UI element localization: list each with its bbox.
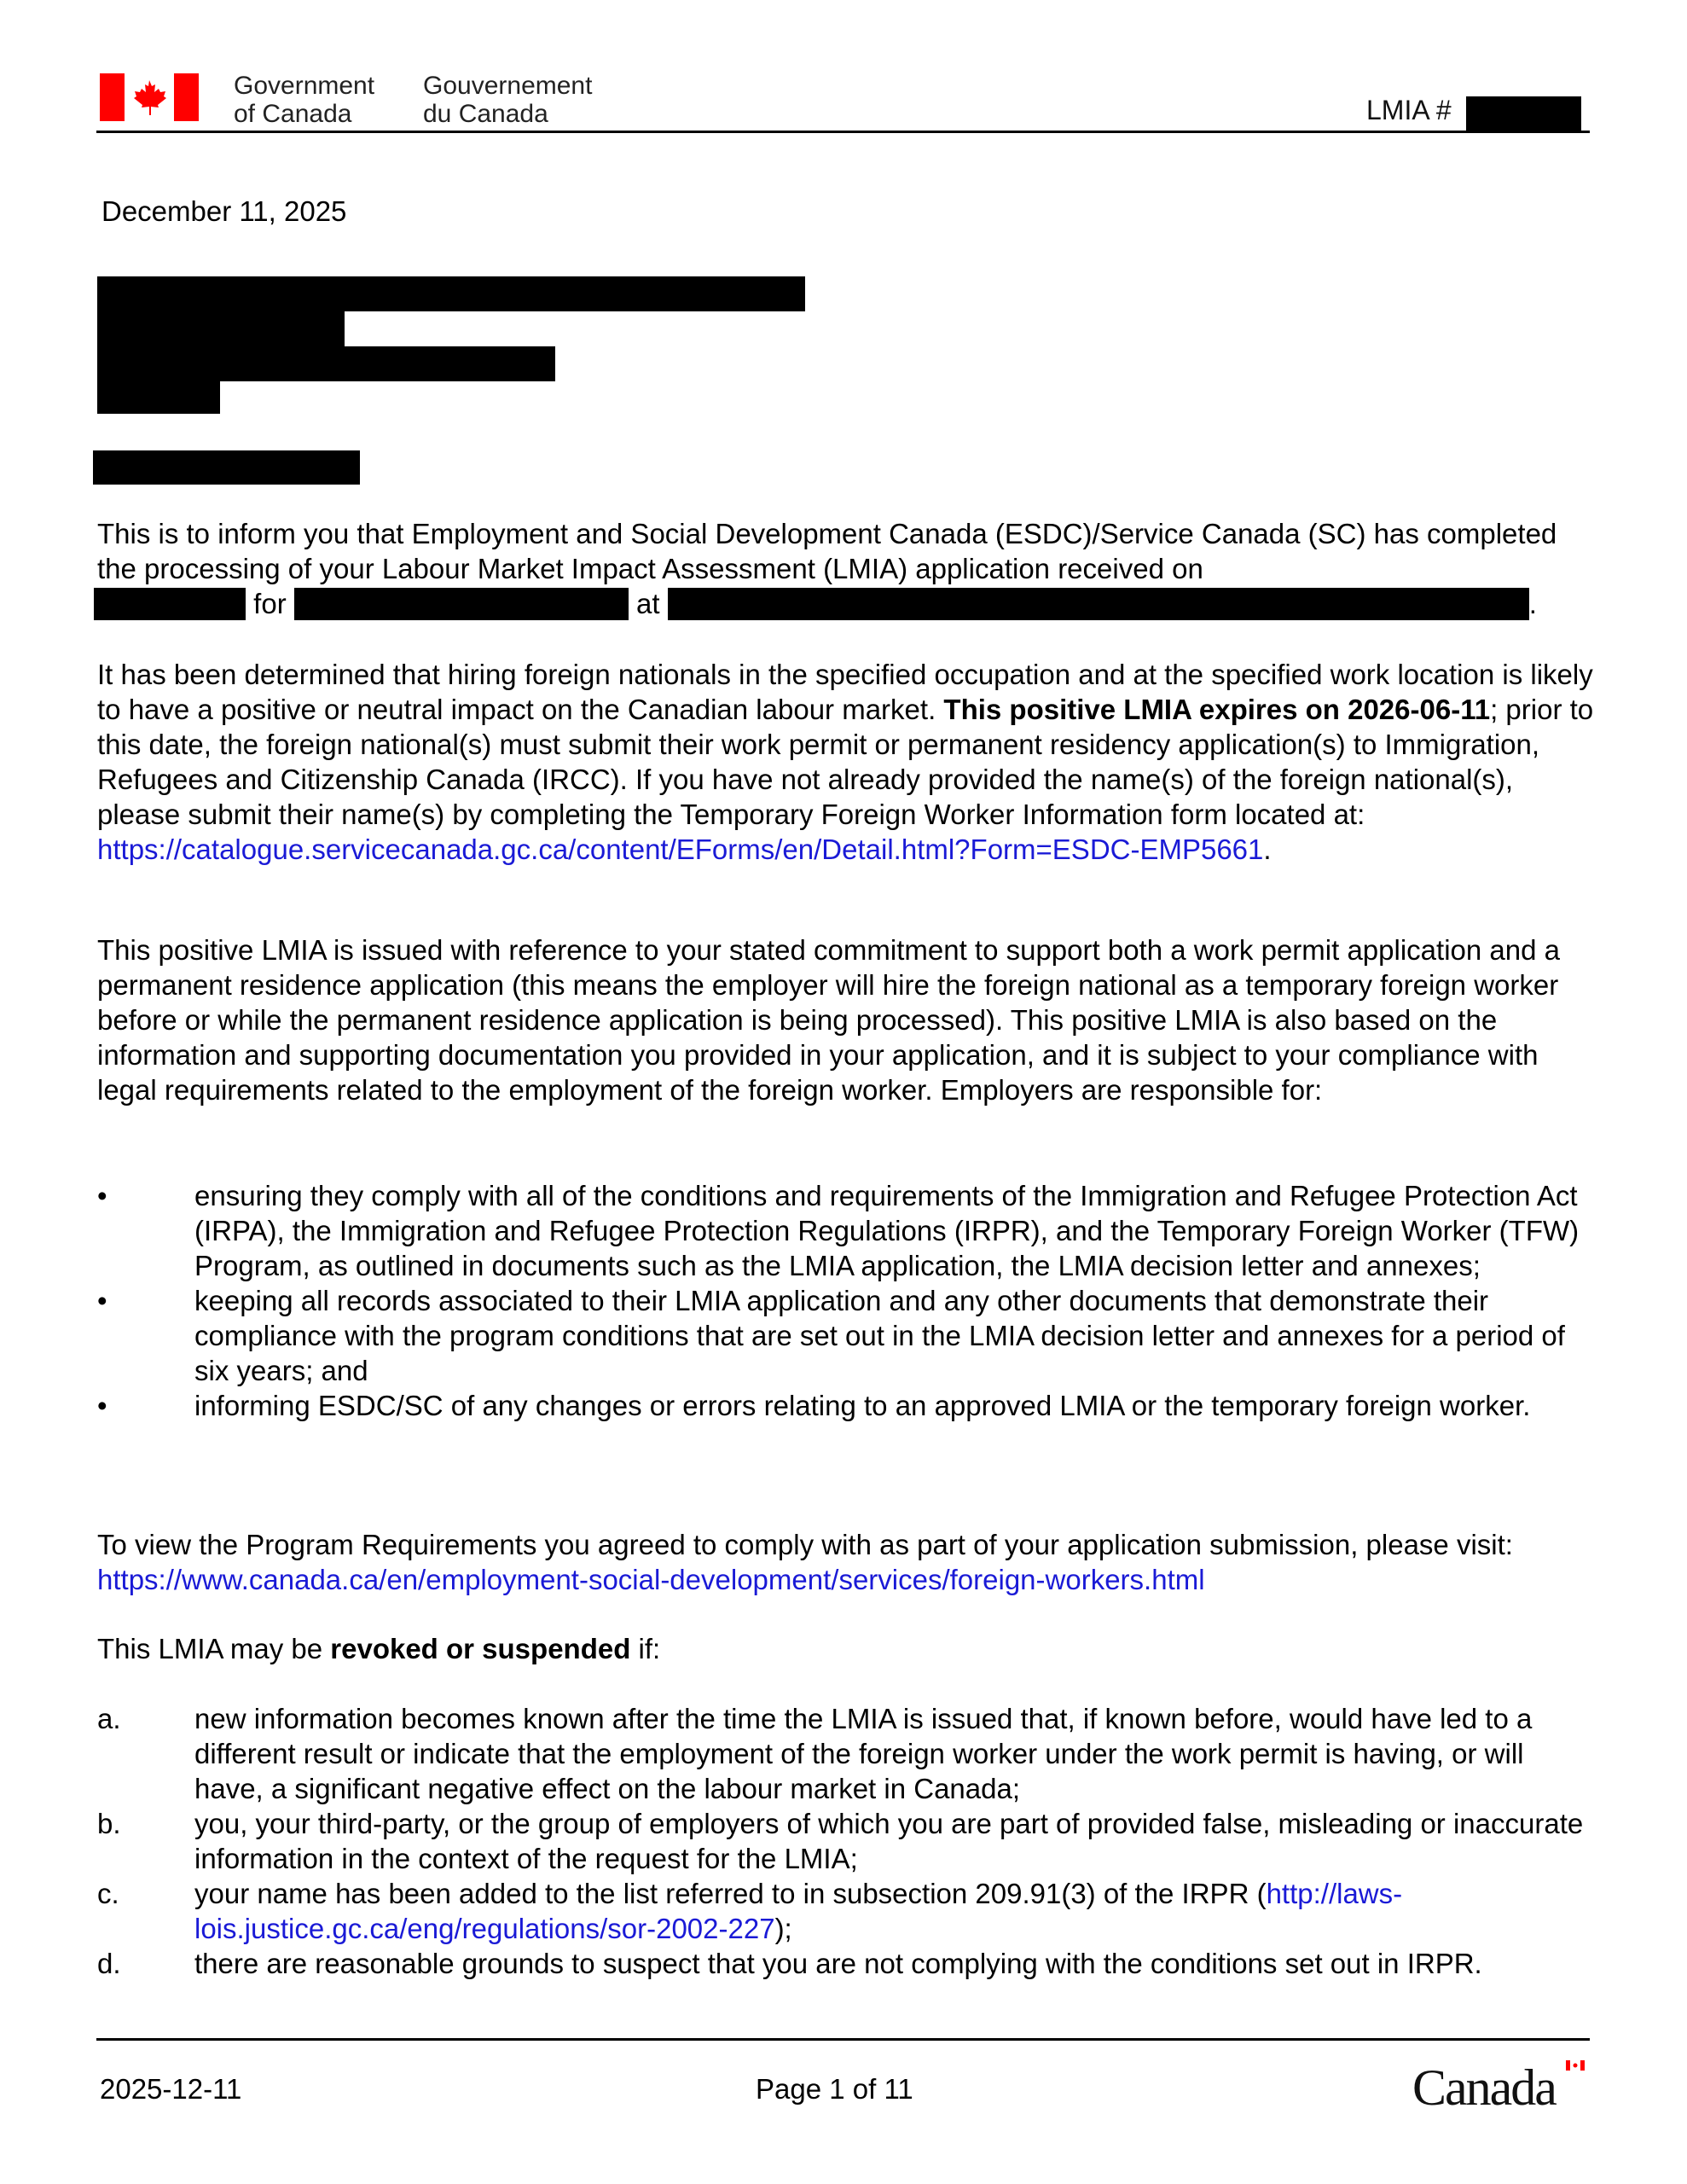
tfw-information-form-link[interactable]: https://catalogue.servicecanada.gc.ca/content/EForms/en/Detail.html?Form=ESDC-EMP5661 [97, 834, 1264, 865]
redacted-received-date [94, 588, 246, 620]
gov-en-line2: of Canada [234, 100, 352, 128]
list-item-text-a: your name has been added to the list referred to in subsection 209.91(3) of the IRPR ( [194, 1878, 1267, 1909]
list-marker: c. [97, 1878, 119, 1909]
for-word: for [253, 588, 287, 619]
gov-fr-line1: Gouvernement [423, 72, 593, 100]
list-item-text: keeping all records associated to their LMIA application and any other documents that demonstrate their compliance with the program conditions that are set out in the LMIA decision letter and annexes for a period of six years; and [194, 1285, 1565, 1386]
expiry-statement: This positive LMIA expires on 2026-06-11 [943, 694, 1491, 725]
list-marker: d. [97, 1948, 121, 1979]
government-of-canada-fr [423, 72, 592, 128]
foreign-workers-link[interactable]: https://www.canada.ca/en/employment-social-development/services/foreign-workers.html [97, 1564, 1205, 1595]
determination-end: . [1263, 834, 1272, 865]
bullet: • [97, 1180, 107, 1211]
canada-wordmark: Canada [1412, 2059, 1556, 2116]
canada-flag-icon [100, 73, 199, 121]
at-word: at [636, 588, 660, 619]
determination-paragraph [97, 657, 1598, 867]
revocation-text-b: if: [630, 1633, 661, 1664]
letter-date: December 11, 2025 [101, 195, 347, 227]
list-item-text: new information becomes known after the time the LMIA is issued that, if known before, would have led to a different result or indicate that the employment of the foreign worker under the work permit is having, or will have, a significant negative effect on the labour market in Canada; [194, 1703, 1533, 1804]
list-item [97, 1876, 1598, 1946]
revocation-bold: revoked or suspended [330, 1633, 631, 1664]
revocation-text-a: This LMIA may be [97, 1633, 331, 1664]
revocation-reasons-list [97, 1701, 1598, 1981]
determination-text-b: ; prior to this date, the foreign national(s) must submit their work permit or permanent residency application(s) to Immigration, Refugees and Citizenship Canada (IRCC). If you have not already provided the name(s) of the foreign national(s), please submit their name(s) by completing the Temporary Foreign Worker Information form located at: [97, 694, 1594, 830]
list-item-text: ensuring they comply with all of the conditions and requirements of the Immigration and Refugee Protection Act (IRPA), the Immigration and Refugee Protection Regulations (IRPR), and the Temporary Foreign Worker (TFW) Program, as outlined in documents such as the LMIA application, the LMIA decision letter and annexes; [194, 1180, 1580, 1281]
redacted-address-line-1 [97, 276, 805, 311]
responsibilities-list [97, 1178, 1598, 1423]
list-item-text: there are reasonable grounds to suspect that you are not complying with the conditions set out in IRPR. [194, 1948, 1482, 1979]
lmia-number-label: LMIA # [1366, 95, 1452, 125]
list-item [97, 1388, 1598, 1423]
bullet: • [97, 1390, 107, 1421]
intro-paragraph [97, 516, 1598, 621]
list-item [97, 1946, 1598, 1981]
list-marker: b. [97, 1808, 121, 1839]
list-item [97, 1701, 1598, 1806]
list-item [97, 1283, 1598, 1388]
commitment-paragraph: This positive LMIA is issued with reference to your stated commitment to support both a work permit application and a permanent residence application (this means the employer will hire the foreign national as a temporary foreign worker before or while the permanent residence application is being processed). This positive LMIA is also based on the information and supporting documentation you provided in your application, and it is subject to your compliance with legal requirements related to the employment of the foreign worker. Employers are responsible for: [97, 934, 1560, 1106]
wordmark-flag-icon [1566, 2060, 1585, 2071]
gov-fr-line2: du Canada [423, 100, 548, 128]
list-item-text: informing ESDC/SC of any changes or errors relating to an approved LMIA or the temporary foreign worker. [194, 1390, 1531, 1421]
determination-text-a: It has been determined that hiring foreign nationals in the specified occupation and at the specified work location is likely to have a positive or neutral impact on the Canadian labour market. [97, 659, 1593, 725]
list-item-text-b: ); [774, 1913, 792, 1944]
intro-text: This is to inform you that Employment and Social Development Canada (ESDC)/Service Canada (SC) has completed the processing of your Labour Market Impact Assessment (LMIA) application received on [97, 518, 1557, 584]
bullet: • [97, 1285, 107, 1316]
list-item [97, 1178, 1598, 1283]
redacted-address-line-3 [97, 346, 555, 381]
revocation-intro [97, 1631, 1598, 1666]
page-number: Page 1 of 11 [756, 2073, 913, 2105]
redacted-lmia-number [1466, 96, 1581, 131]
redacted-address-line-2 [97, 311, 345, 346]
program-requirements-paragraph [97, 1527, 1598, 1597]
list-item-text [194, 1876, 1598, 1946]
footer-date: 2025-12-11 [100, 2073, 242, 2105]
list-item [97, 1806, 1598, 1876]
redacted-address-line-4 [97, 381, 220, 414]
redacted-occupation [294, 588, 629, 620]
program-requirements-text: To view the Program Requirements you agreed to comply with as part of your application submission, please visit: [97, 1529, 1513, 1560]
redacted-work-location [668, 588, 1529, 620]
redacted-salutation [93, 450, 360, 485]
header-divider [96, 131, 1590, 133]
intro-end: . [1528, 588, 1537, 619]
gov-en-line1: Government [234, 72, 375, 100]
irpr-regulations-link[interactable]: http://laws-lois.justice.gc.ca/eng/regulations/sor-2002-227 [194, 1878, 1403, 1944]
list-item-text: you, your third-party, or the group of employers of which you are part of provided false, misleading or inaccurate information in the context of the request for the LMIA; [194, 1808, 1584, 1874]
government-of-canada-en [234, 72, 374, 128]
footer-divider [96, 2038, 1590, 2041]
list-marker: a. [97, 1703, 121, 1734]
